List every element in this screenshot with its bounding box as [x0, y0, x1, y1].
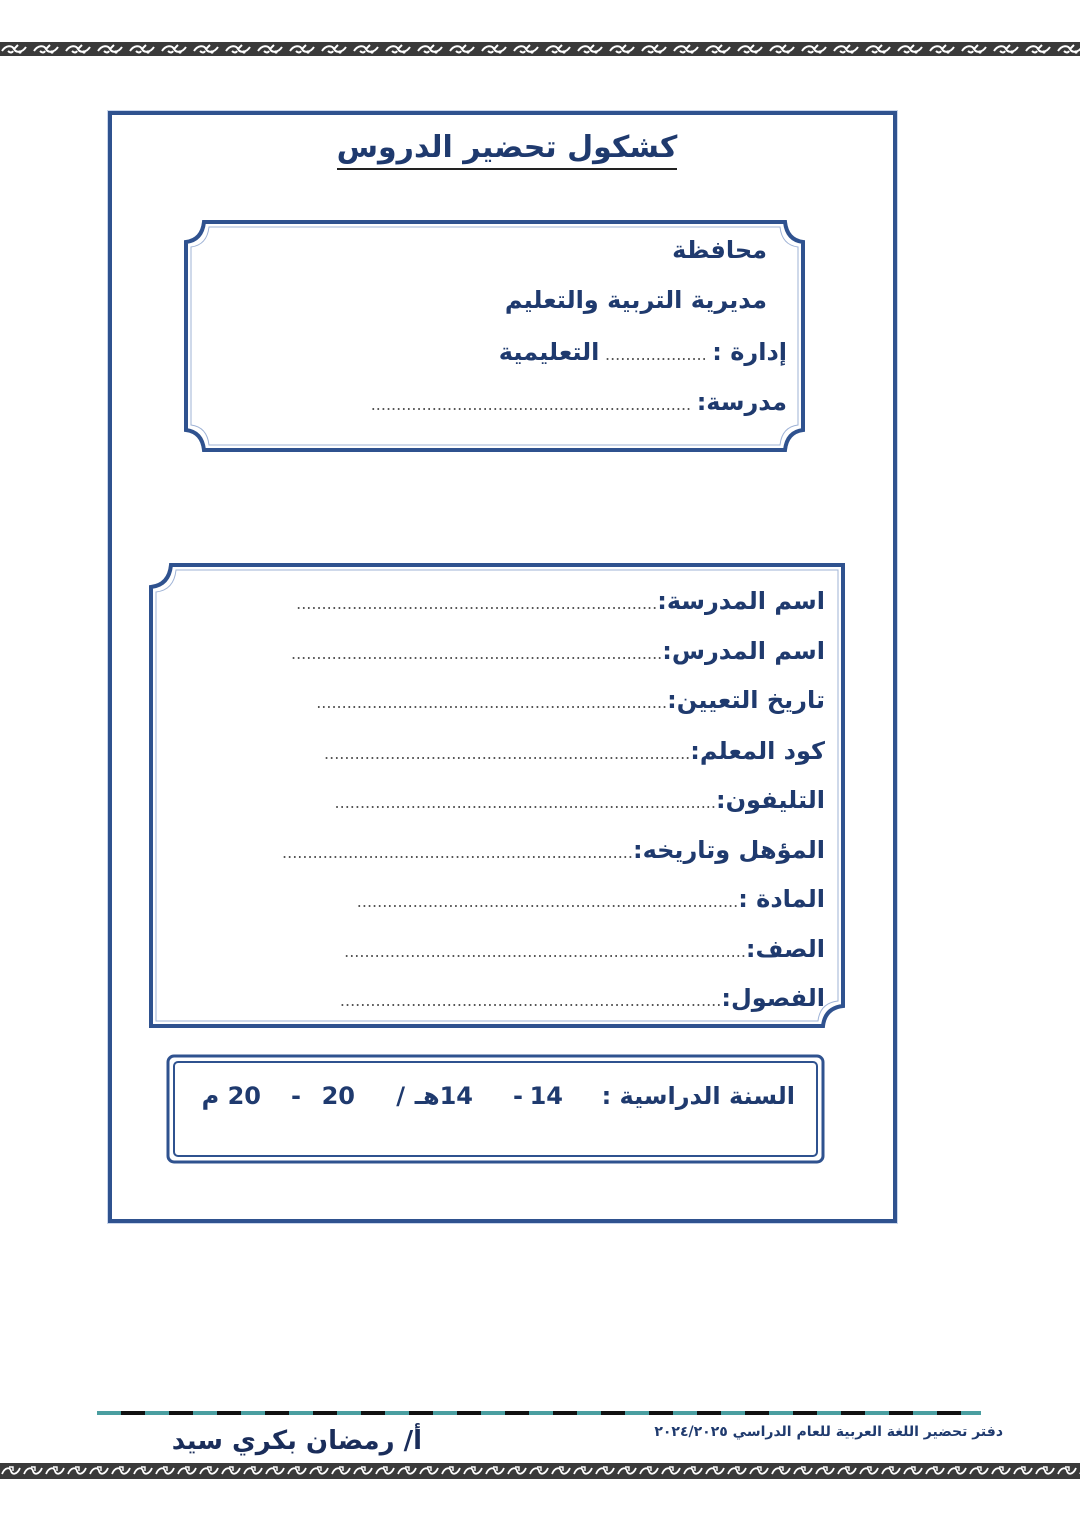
slash-separator: / [396, 1082, 405, 1110]
governorate-row [672, 236, 767, 264]
field-phone [335, 786, 825, 814]
page-title-text: كشكول تحضير الدروس [337, 130, 678, 170]
field-input[interactable]: ............................................................................... [344, 942, 746, 961]
gregorian-start[interactable]: 20 [321, 1082, 355, 1110]
field-input[interactable]: ........................................................................... [339, 991, 722, 1010]
administration-suffix: التعليمية [498, 338, 600, 366]
field-label: الصف: [745, 935, 825, 963]
field-input[interactable]: ........................................................................... [356, 892, 739, 911]
directorate-label: مديرية التربية والتعليم [504, 286, 767, 314]
field-input[interactable]: ..................................................................... [316, 693, 668, 712]
top-decorative-border [0, 42, 1080, 56]
author-name: أ/ رمضان بكري سيد [171, 1426, 422, 1456]
vine-pattern-icon [0, 1463, 1080, 1479]
academic-year-box [166, 1054, 825, 1164]
gregorian-end[interactable]: 20 م [201, 1082, 261, 1110]
footer-divider [97, 1411, 981, 1415]
field-input[interactable]: ....................................................................... [296, 594, 658, 613]
field-teacher-code [324, 737, 825, 765]
field-label: الفصول: [721, 984, 825, 1012]
field-subject [357, 885, 825, 913]
academic-year-row [166, 1082, 825, 1122]
bottom-decorative-border [0, 1463, 1080, 1479]
administration-field[interactable]: .................... [604, 345, 707, 364]
page-title [0, 130, 1014, 170]
header-info-box [182, 218, 807, 454]
school-row [371, 388, 787, 416]
dash-separator: - [513, 1082, 523, 1110]
vine-pattern-icon [0, 42, 1080, 56]
school-field[interactable]: ............................................................... [370, 395, 692, 414]
hijri-end[interactable]: 14هـ [414, 1082, 473, 1110]
field-label: كود المعلم: [690, 737, 825, 765]
footer-caption: دفتر تحضير اللغة العربية للعام الدراسي ٢٠٢٤/٢٠٢٥ [654, 1424, 1003, 1440]
field-label: التليفون: [715, 786, 825, 814]
field-label: المادة : [738, 885, 825, 913]
dash-separator: - [291, 1082, 301, 1110]
field-school-name [296, 587, 825, 615]
field-qualification [282, 836, 825, 864]
field-teacher-name [291, 637, 825, 665]
teacher-info-box [147, 561, 847, 1030]
field-classes [340, 984, 825, 1012]
field-input[interactable]: ........................................................................... [334, 793, 716, 812]
field-grade [344, 935, 825, 963]
administration-row [499, 338, 787, 366]
field-appointment-date [316, 686, 825, 714]
field-label: تاريخ التعيين: [667, 686, 825, 714]
field-input[interactable]: ......................................................................... [290, 644, 663, 663]
field-label: اسم المدرسة: [657, 587, 825, 615]
field-label: المؤهل وتاريخه: [632, 836, 825, 864]
governorate-label: محافظة [672, 236, 767, 264]
school-label: مدرسة: [696, 388, 787, 416]
hijri-start[interactable]: 14 [529, 1082, 563, 1110]
directorate-row [505, 286, 767, 314]
field-label: اسم المدرس: [662, 637, 825, 665]
field-input[interactable]: ..................................................................... [282, 843, 633, 862]
academic-year-label: السنة الدراسية : [601, 1082, 795, 1110]
administration-label: إدارة : [712, 338, 787, 366]
field-input[interactable]: ........................................................................ [324, 744, 691, 763]
